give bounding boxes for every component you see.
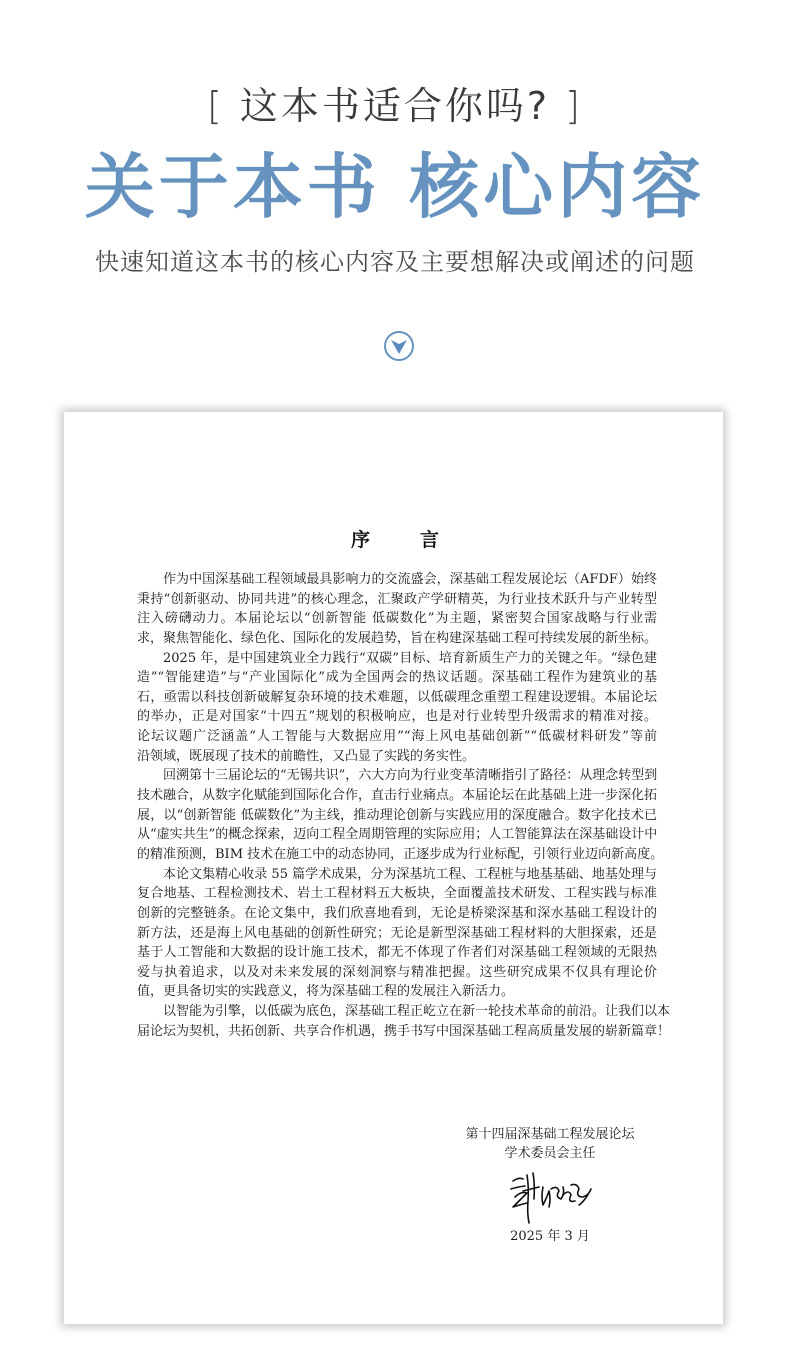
paragraph-5	[137, 1002, 671, 1041]
chevron-down-icon	[390, 339, 408, 355]
document-body	[137, 570, 671, 1041]
signature-date: 2025 年 3 月	[510, 1229, 590, 1244]
text-line: 的精准预测，BIM 技术在施工中的动态协同，正逐步成为行业标配，引领行业迈向新高度。	[137, 846, 664, 862]
signature-organization: 第十四届深基础工程发展论坛	[465, 1127, 635, 1142]
text-line: 届论坛为契机，共拓创新、共享合作机遇，携手书写中国深基础工程高质量发展的崭新篇章！	[137, 1023, 671, 1039]
text-line: 回溯第十三届论坛的“无锡共识”，六大方向为行业变革清晰指引了路径：从理念转型到	[163, 768, 658, 784]
text-line: 展，以“创新智能 低碳数化”为主线，推动理论创新与实践应用的深度融合。数字化技术已	[137, 807, 657, 823]
text-line: 复合地基、工程检测技术、岩土工程材料五大板块，全面覆盖技术研发、工程实践与标准	[137, 886, 657, 902]
paragraph-1	[137, 570, 657, 649]
text-line: 值，更具备切实的实践意义，将为深基础工程的发展注入新活力。	[137, 984, 515, 1000]
text-line: 新方法，还是海上风电基础的创新性研究；无论是新型深基础工程材料的大胆探索，还是	[137, 925, 657, 941]
section-eyebrow	[0, 82, 790, 130]
document-heading	[0, 528, 790, 552]
text-line: 论坛议题广泛涵盖“人工智能与大数据应用”“海上风电基础创新”“低碳材料研发”等前	[137, 729, 657, 745]
text-line: 爱与执着追求，以及对未来发展的深刻洞察与精准把握。这些研究成果不仅具有理论价	[137, 964, 657, 980]
text-line: 秉持“创新驱动、协同共进”的核心理念，汇聚政产学研精英，为行业技术跃升与产业转型	[137, 591, 657, 607]
text-line: 的举办，正是对国家“十四五”规划的积极响应，也是对行业转型升级需求的精准对接。	[137, 709, 657, 725]
text-line: 作为中国深基础工程领域最具影响力的交流盛会，深基础工程发展论坛（AFDF）始终	[163, 572, 657, 587]
text-line: 创新的完整链条。在论文集中，我们欣喜地看到，无论是桥梁深基和深水基础工程设计的	[137, 905, 657, 921]
paragraph-4	[137, 865, 657, 1002]
text-line: 技术融合，从数字化赋能到国际化合作，直击行业痛点。本届论坛在此基础上进一步深化拓	[137, 788, 658, 804]
text-line: 石，亟需以科技创新破解复杂环境的技术难题，以低碳理念重塑工程建设逻辑。本届论坛	[137, 689, 657, 705]
signature-block	[440, 1125, 660, 1246]
text-line: 造”“智能建造”与“产业国际化”成为全国两会的热议话题。深基础工程作为建筑业的基	[137, 670, 657, 686]
handwritten-signature-icon	[505, 1167, 595, 1225]
text-line: 以智能为引擎，以低碳为底色，深基础工程正屹立在新一轮技术革命的前沿。让我们以本	[163, 1004, 671, 1020]
text-line: 2025 年，是中国建筑业全力践行“双碳”目标、培育新质生产力的关键之年。“绿色建	[163, 650, 657, 666]
text-line: 从“虚实共生”的概念探索，迈向工程全周期管理的实际应用；人工智能算法在深基础设计中	[137, 827, 658, 843]
bracket-close: ]	[565, 84, 583, 128]
paragraph-3	[137, 766, 664, 864]
text-line: 基于人工智能和大数据的设计施工技术，都无不体现了作者们对深基础工程领域的无限热	[137, 945, 657, 961]
text-line: 注入磅礴动力。本届论坛以“创新智能 低碳数化”为主题，紧密契合国家战略与行业需	[137, 611, 657, 627]
bracket-open: [	[206, 84, 225, 128]
page-subtitle: 快速知道这本书的核心内容及主要想解决或阐述的问题	[95, 248, 695, 276]
text-line: 沿领域，既展现了技术的前瞻性，又凸显了实践的务实性。	[137, 748, 476, 764]
text-line: 求，聚焦智能化、绿色化、国际化的发展趋势，旨在构建深基础工程可持续发展的新坐标。	[137, 630, 658, 646]
heading-char-2: 言	[420, 529, 440, 551]
eyebrow-text: 这本书适合你吗?	[239, 84, 551, 128]
text-line: 本论文集精心收录 55 篇学术成果，分为深基坑工程、工程桩与地基基础、地基处理与	[163, 866, 657, 882]
signature-role: 学术委员会主任	[504, 1146, 596, 1161]
paragraph-2	[137, 649, 657, 767]
page-title: 关于本书 核心内容	[84, 145, 706, 228]
heading-char-1: 序	[350, 529, 370, 551]
scroll-down-button[interactable]	[384, 331, 414, 361]
